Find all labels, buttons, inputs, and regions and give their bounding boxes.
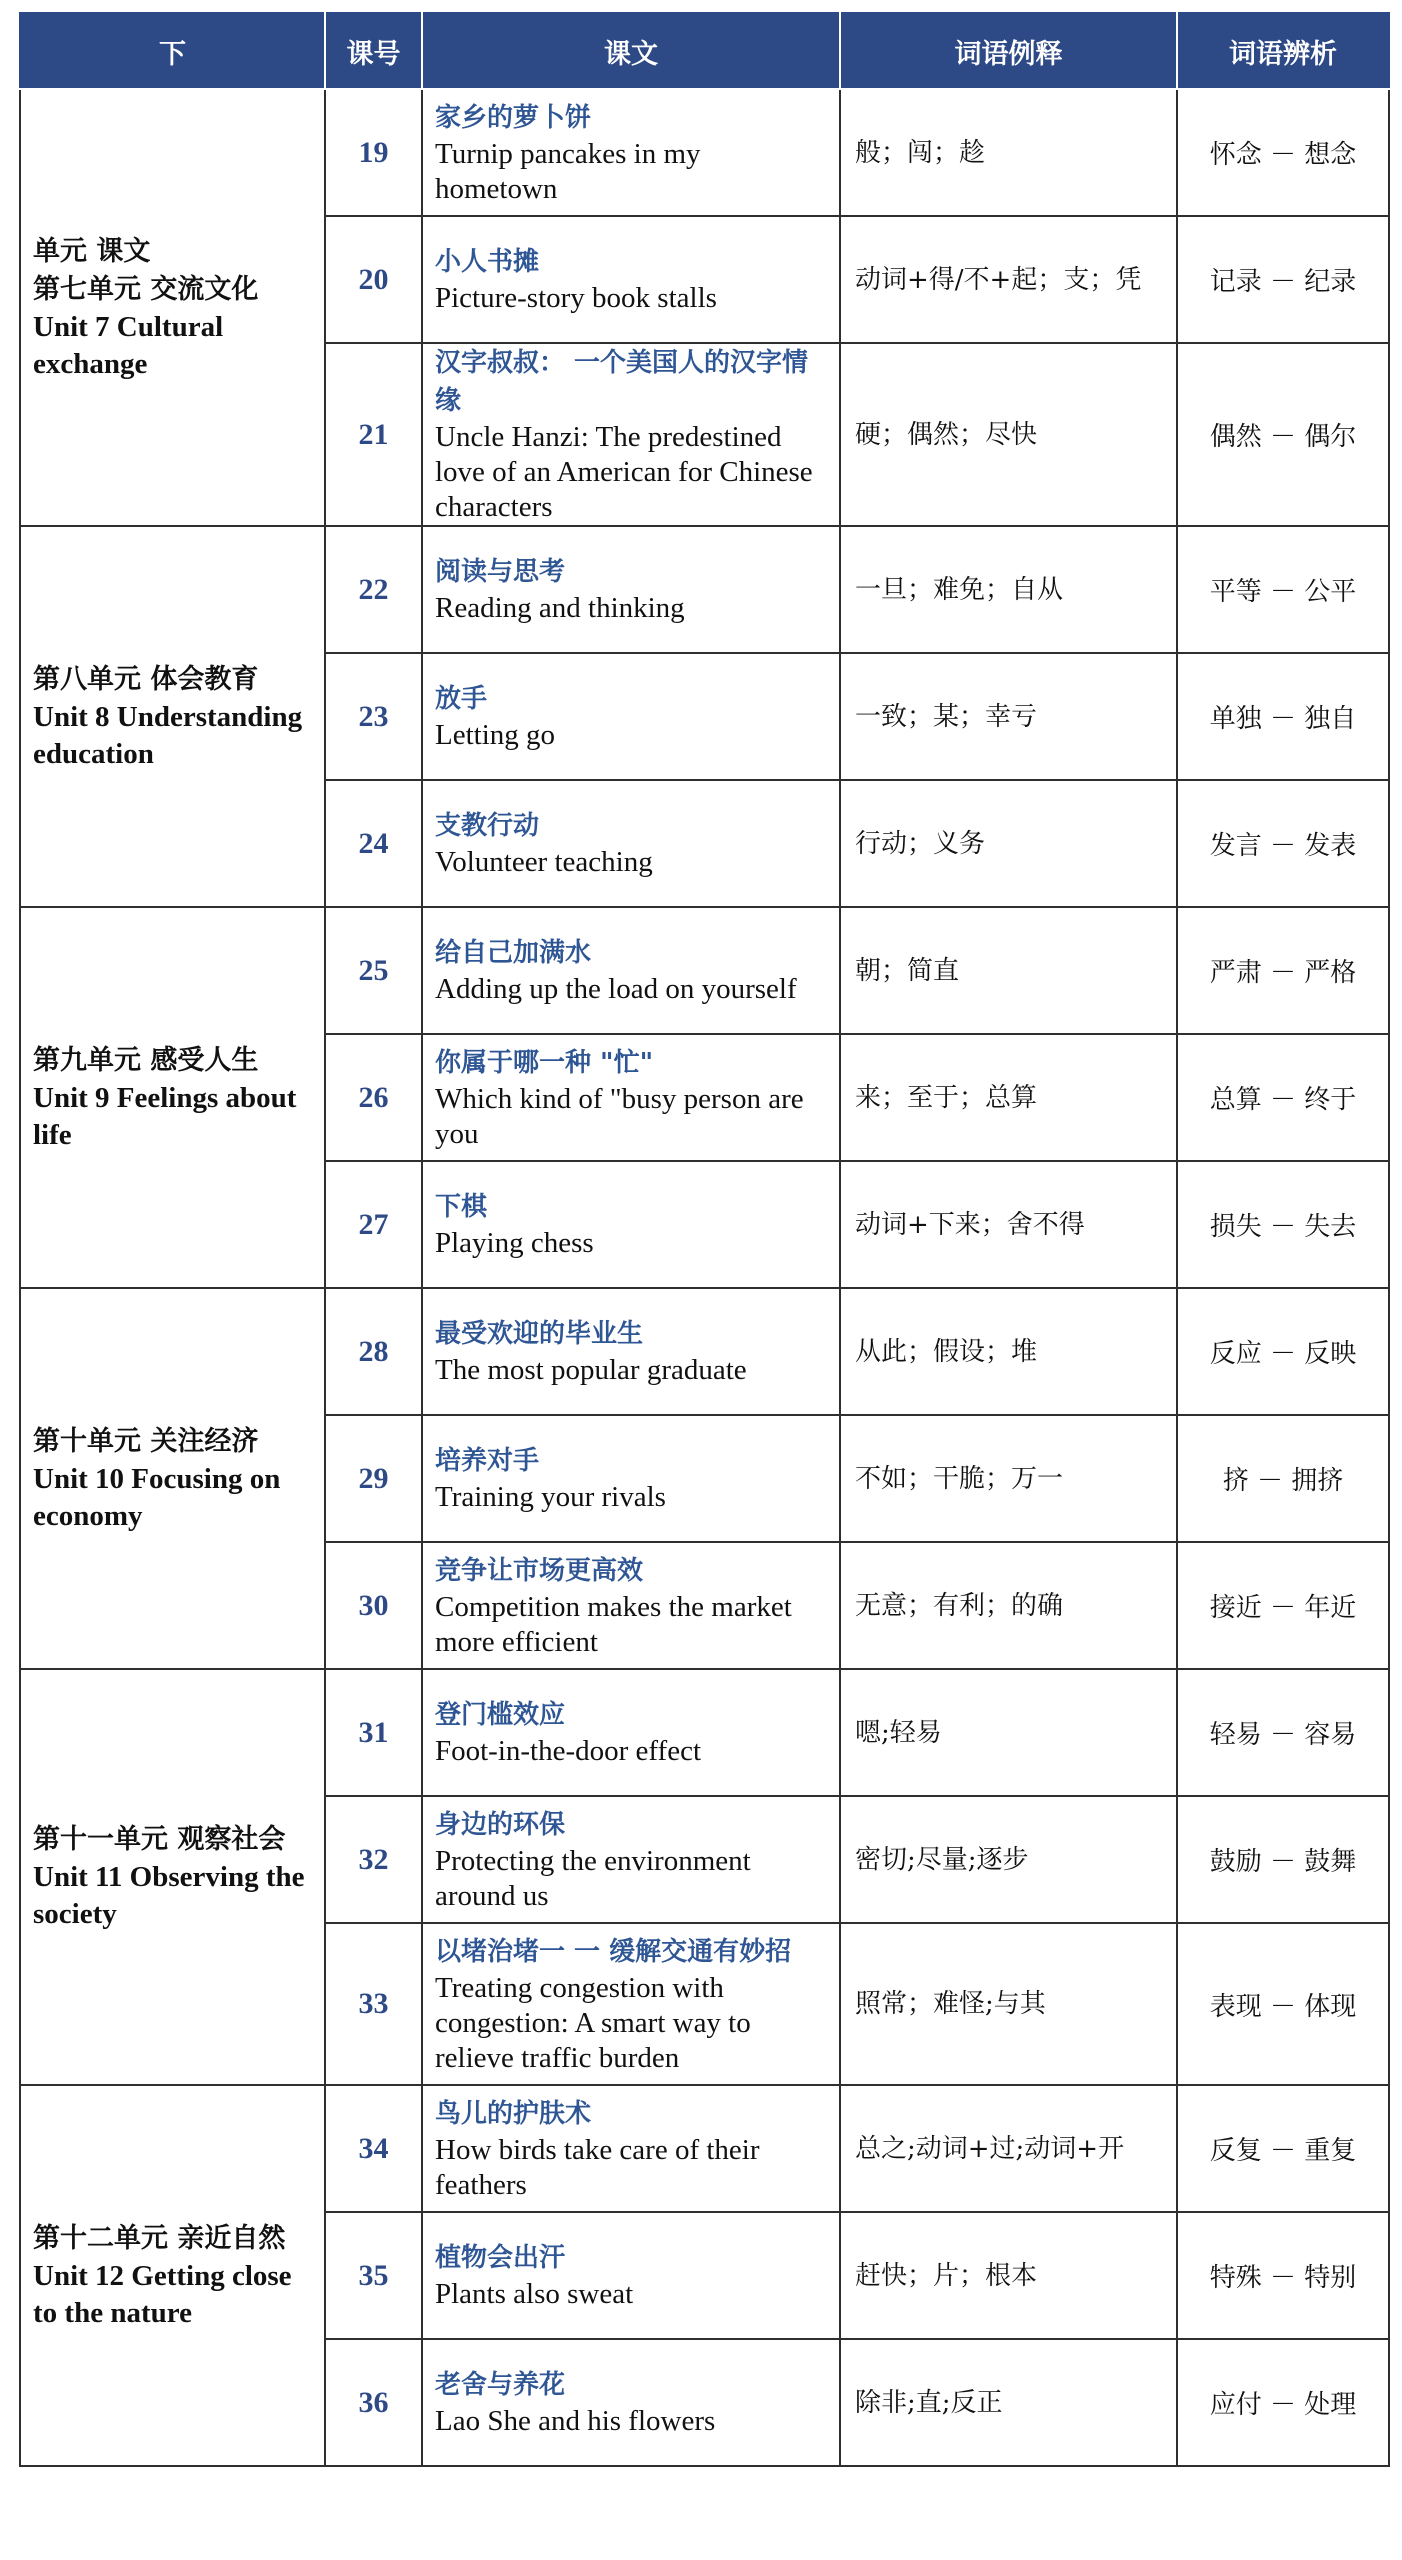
unit-title-zh: 第九单元 感受人生: [33, 1044, 259, 1076]
lesson-text-cell: [422, 1161, 840, 1288]
header-lesson-text: 课文: [422, 13, 840, 89]
word-distinction: 总算 － 终于: [1177, 1034, 1389, 1161]
lesson-text-cell: [422, 2339, 840, 2466]
lesson-title-en: Adding up the load on yourself: [435, 973, 797, 1005]
lesson-number: 35: [325, 2212, 422, 2339]
lesson-title-zh: 家乡的萝卜饼: [435, 102, 592, 133]
word-distinction: 反应 － 反映: [1177, 1288, 1389, 1415]
unit-title-en: Unit 10 Focusing on economy: [33, 1462, 281, 1532]
lesson-text-cell: [422, 216, 840, 343]
lesson-text-cell: [422, 526, 840, 653]
lesson-title-en: Training your rivals: [435, 1481, 666, 1513]
unit-cell: [20, 89, 325, 526]
lesson-title-en: Playing chess: [435, 1227, 594, 1259]
table-row: [20, 89, 1389, 216]
word-examples: 密切;尽量;逐步: [840, 1796, 1177, 1923]
lesson-text-cell: [422, 653, 840, 780]
lesson-title-en: Plants also sweat: [435, 2278, 634, 2310]
word-distinction: 轻易 － 容易: [1177, 1669, 1389, 1796]
table-row: [20, 1288, 1389, 1415]
word-distinction: 反复 － 重复: [1177, 2085, 1389, 2212]
lesson-title-en: Which kind of "busy person are you: [435, 1082, 804, 1150]
lesson-title-en: Reading and thinking: [435, 592, 685, 624]
lesson-text-cell: [422, 1034, 840, 1161]
lesson-title-zh: 登门槛效应: [435, 1700, 566, 1730]
header-word-examples: 词语例释: [840, 13, 1177, 89]
unit-cell: [20, 526, 325, 907]
word-examples: 赶快；片；根本: [840, 2212, 1177, 2339]
unit-title-en: Unit 8 Understanding education: [33, 700, 303, 770]
word-examples: 行动；义务: [840, 780, 1177, 907]
word-distinction: 应付 － 处理: [1177, 2339, 1389, 2466]
lesson-number: 22: [325, 526, 422, 653]
unit-cell: [20, 1288, 325, 1669]
lesson-text-cell: [422, 1796, 840, 1923]
lesson-text-cell: [422, 1415, 840, 1542]
word-examples: 来；至于；总算: [840, 1034, 1177, 1161]
table-body: [20, 89, 1389, 2466]
lesson-number: 32: [325, 1796, 422, 1923]
unit-cell: [20, 1669, 325, 2085]
lesson-number: 25: [325, 907, 422, 1034]
word-examples: 一旦；难免；自从: [840, 526, 1177, 653]
table-row: [20, 1669, 1389, 1796]
lesson-number: 34: [325, 2085, 422, 2212]
unit-title-zh: 第十一单元 观察社会: [33, 1824, 286, 1855]
unit-title-zh: 单元 课文 第七单元 交流文化: [33, 235, 259, 305]
lesson-number: 29: [325, 1415, 422, 1542]
word-distinction: 记录 － 纪录: [1177, 216, 1389, 343]
word-distinction: 鼓励 － 鼓舞: [1177, 1796, 1389, 1923]
lesson-number: 20: [325, 216, 422, 343]
lesson-number: 21: [325, 343, 422, 526]
word-examples: 嗯;轻易: [840, 1669, 1177, 1796]
lesson-title-en: The most popular graduate: [435, 1354, 747, 1386]
word-distinction: 特殊 － 特别: [1177, 2212, 1389, 2339]
word-distinction: 发言 － 发表: [1177, 780, 1389, 907]
lesson-title-zh: 放手: [435, 684, 488, 714]
lesson-title-zh: 下棋: [435, 1192, 488, 1222]
lesson-title-en: Letting go: [435, 719, 556, 751]
lesson-title-zh: 给自己加满水: [435, 938, 592, 968]
lesson-number: 26: [325, 1034, 422, 1161]
unit-title-en: Unit 11 Observing the society: [33, 1861, 305, 1930]
word-distinction: 怀念 － 想念: [1177, 89, 1389, 216]
word-distinction: 单独 － 独自: [1177, 653, 1389, 780]
table-row: [20, 907, 1389, 1034]
lesson-text-cell: [422, 1669, 840, 1796]
lesson-number: 36: [325, 2339, 422, 2466]
table-row: [20, 526, 1389, 653]
lesson-title-en: Treating congestion with congestion: A smart way to relieve traffic burden: [435, 1971, 751, 2074]
lesson-title-zh: 鸟儿的护肤术: [435, 2098, 592, 2129]
word-examples: 不如；干脆；万一: [840, 1415, 1177, 1542]
lesson-number: 28: [325, 1288, 422, 1415]
unit-cell: [20, 2085, 325, 2466]
unit-title-zh: 第十二单元 亲近自然: [33, 2222, 286, 2254]
header-row: [20, 13, 1389, 89]
lesson-number: 23: [325, 653, 422, 780]
lesson-title-en: How birds take care of their feathers: [435, 2133, 760, 2201]
word-distinction: 接近 － 年近: [1177, 1542, 1389, 1669]
lesson-title-en: Protecting the environment around us: [435, 1844, 751, 1912]
lesson-title-en: Volunteer teaching: [435, 846, 653, 878]
lesson-title-en: Foot-in-the-door effect: [435, 1735, 702, 1767]
word-examples: 从此；假设；堆: [840, 1288, 1177, 1415]
lesson-text-cell: [422, 2085, 840, 2212]
word-examples: 总之;动词+过;动词+开: [840, 2085, 1177, 2212]
unit-title-en: Unit 7 Cultural exchange: [33, 310, 224, 380]
word-distinction: 平等 － 公平: [1177, 526, 1389, 653]
lesson-title-en: Competition makes the market more efficient: [435, 1590, 792, 1658]
lesson-text-cell: [422, 1288, 840, 1415]
lesson-number: 33: [325, 1923, 422, 2085]
header-word-distinction: 词语辨析: [1177, 13, 1389, 89]
lesson-number: 19: [325, 89, 422, 216]
word-examples: 动词+得/不+起；支；凭: [840, 216, 1177, 343]
header-unit: 下: [20, 13, 325, 89]
table-row: [20, 2085, 1389, 2212]
word-distinction: 偶然 － 偶尔: [1177, 343, 1389, 526]
lesson-number: 24: [325, 780, 422, 907]
lesson-title-en: Picture-story book stalls: [435, 282, 717, 314]
lesson-table-container: [19, 12, 1388, 2467]
lesson-title-zh: 你属于哪一种 "忙": [435, 1047, 654, 1078]
unit-title-zh: 第十单元 关注经济: [33, 1425, 259, 1457]
lesson-number: 30: [325, 1542, 422, 1669]
lesson-title-zh: 老舍与养花: [435, 2370, 566, 2400]
lesson-title-zh: 汉字叔叔： 一个美国人的汉字情缘: [435, 348, 809, 416]
word-examples: 动词+下来；舍不得: [840, 1161, 1177, 1288]
lesson-title-zh: 竞争让市场更高效: [435, 1555, 644, 1586]
lesson-text-cell: [422, 1923, 840, 2085]
lesson-title-en: Uncle Hanzi: The predestined love of an American for Chinese characters: [435, 421, 813, 523]
word-examples: 一致；某；幸亏: [840, 653, 1177, 780]
lesson-title-zh: 植物会出汗: [435, 2243, 566, 2273]
word-examples: 硬；偶然；尽快: [840, 343, 1177, 526]
word-examples: 般；闯；趁: [840, 89, 1177, 216]
lesson-text-cell: [422, 343, 840, 526]
lesson-number: 31: [325, 1669, 422, 1796]
header-lesson-number: 课号: [325, 13, 422, 89]
word-examples: 照常；难怪;与其: [840, 1923, 1177, 2085]
word-distinction: 表现 － 体现: [1177, 1923, 1389, 2085]
unit-cell: [20, 907, 325, 1288]
lesson-text-cell: [422, 1542, 840, 1669]
word-distinction: 挤 － 拥挤: [1177, 1415, 1389, 1542]
unit-title-en: Unit 12 Getting close to the nature: [33, 2259, 292, 2329]
lesson-text-cell: [422, 89, 840, 216]
unit-title-zh: 第八单元 体会教育: [33, 663, 259, 695]
lesson-title-zh: 支教行动: [435, 811, 540, 841]
lesson-title-zh: 小人书摊: [435, 247, 540, 277]
lesson-title-zh: 身边的环保: [435, 1809, 566, 1840]
lesson-number: 27: [325, 1161, 422, 1288]
word-examples: 无意；有利；的确: [840, 1542, 1177, 1669]
lesson-text-cell: [422, 2212, 840, 2339]
word-distinction: 损失 － 失去: [1177, 1161, 1389, 1288]
word-examples: 除非;直;反正: [840, 2339, 1177, 2466]
lesson-title-zh: 以堵治堵一 一 缓解交通有妙招: [435, 1936, 792, 1967]
lesson-title-zh: 最受欢迎的毕业生: [435, 1319, 644, 1349]
lesson-text-cell: [422, 907, 840, 1034]
lesson-table: [19, 12, 1390, 2467]
unit-title-en: Unit 9 Feelings about life: [33, 1081, 297, 1151]
lesson-title-zh: 阅读与思考: [435, 557, 566, 587]
lesson-text-cell: [422, 780, 840, 907]
word-examples: 朝；简直: [840, 907, 1177, 1034]
word-distinction: 严肃 － 严格: [1177, 907, 1389, 1034]
lesson-title-zh: 培养对手: [435, 1446, 540, 1476]
lesson-title-en: Turnip pancakes in my hometown: [435, 137, 701, 205]
lesson-title-en: Lao She and his flowers: [435, 2405, 716, 2437]
